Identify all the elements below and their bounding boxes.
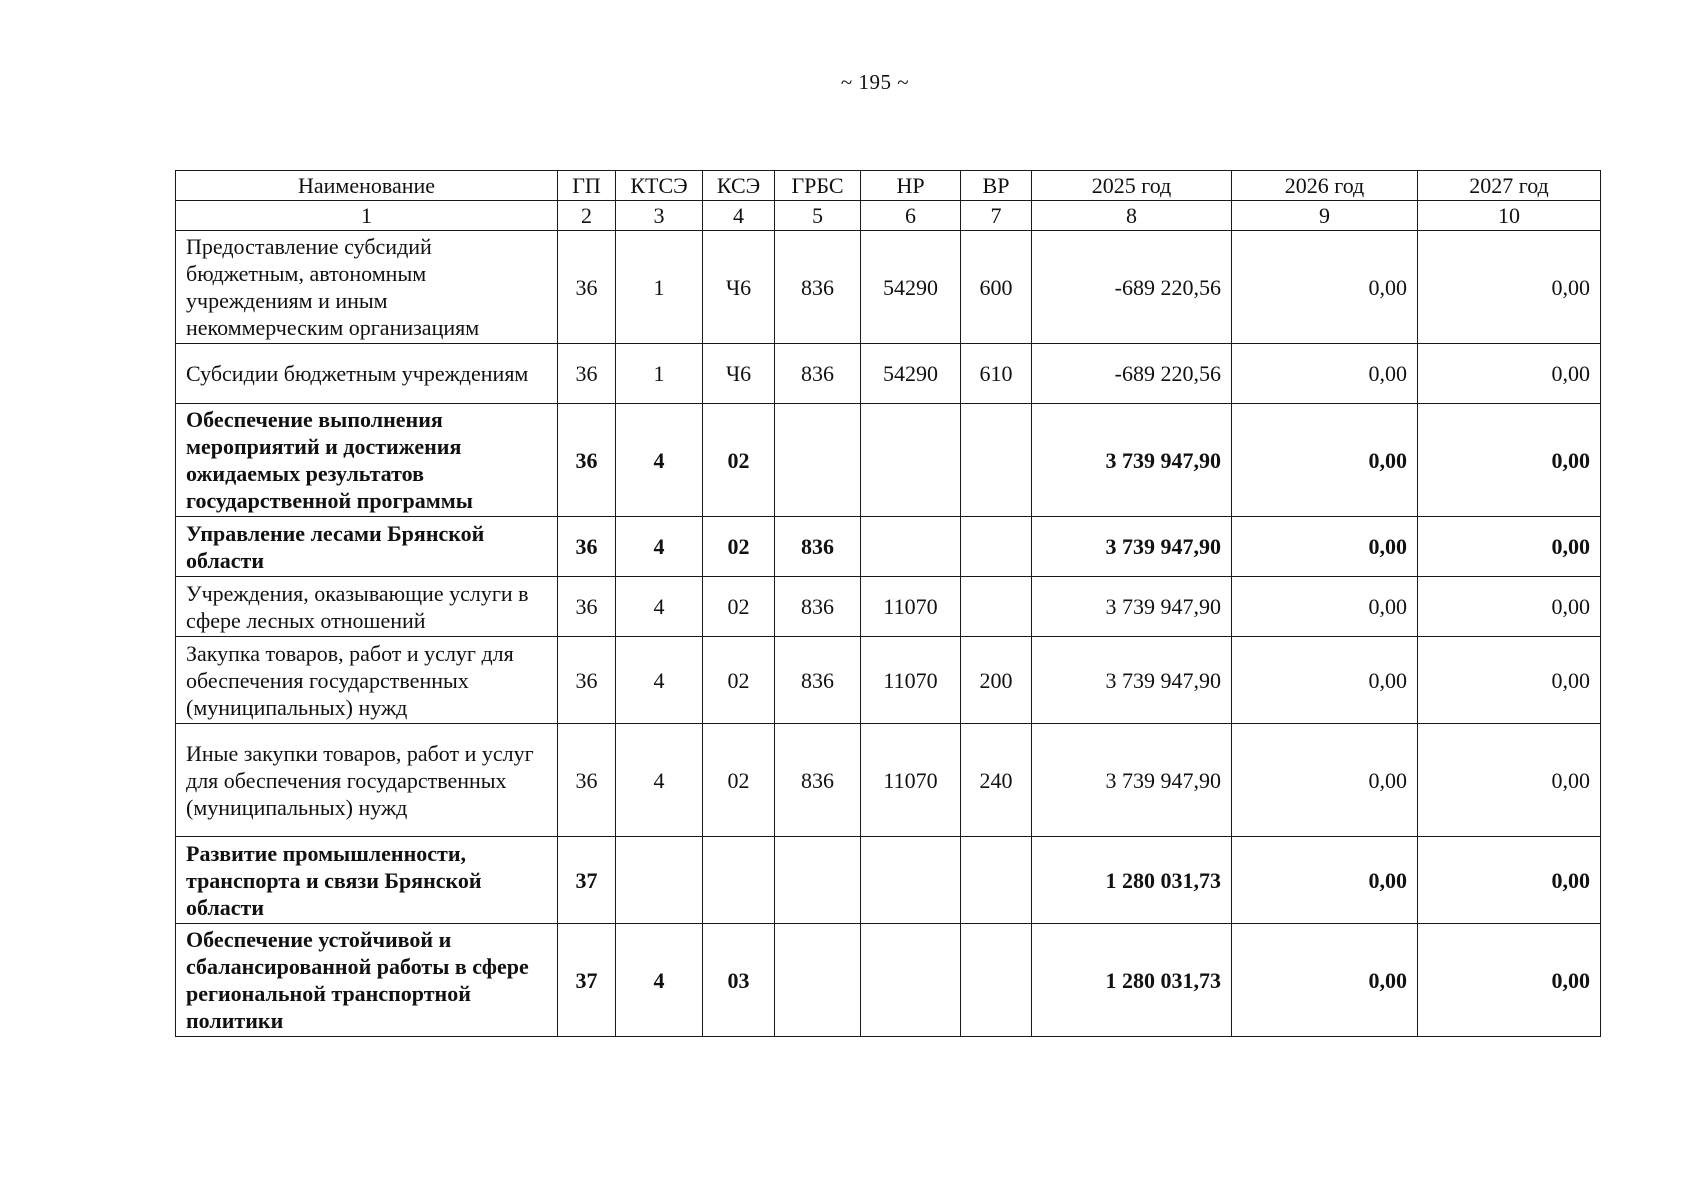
row-2027-cell: 0,00 xyxy=(1418,724,1601,837)
row-kse-cell: 02 xyxy=(703,724,775,837)
table-row xyxy=(176,577,1601,637)
row-ktse-cell: 1 xyxy=(616,344,703,404)
column-number-cell: 1 xyxy=(176,201,558,231)
row-vr-cell xyxy=(961,404,1032,517)
row-name-cell: Развитие промышленности, транспорта и связи Брянской области xyxy=(176,837,558,924)
row-2026-cell: 0,00 xyxy=(1232,724,1418,837)
row-kse-cell: 02 xyxy=(703,637,775,724)
column-number-cell: 8 xyxy=(1032,201,1232,231)
row-2027-cell: 0,00 xyxy=(1418,577,1601,637)
row-2025-cell: 1 280 031,73 xyxy=(1032,924,1232,1037)
row-nr-cell: 11070 xyxy=(861,637,961,724)
header-cell-2027: 2027 год xyxy=(1418,171,1601,201)
row-2025-cell: 1 280 031,73 xyxy=(1032,837,1232,924)
row-grbs-cell xyxy=(775,837,861,924)
column-number-cell: 9 xyxy=(1232,201,1418,231)
row-grbs-cell: 836 xyxy=(775,637,861,724)
row-vr-cell: 600 xyxy=(961,231,1032,344)
row-vr-cell xyxy=(961,924,1032,1037)
row-gp-cell: 36 xyxy=(558,517,616,577)
row-nr-cell: 11070 xyxy=(861,577,961,637)
row-nr-cell xyxy=(861,924,961,1037)
row-2026-cell: 0,00 xyxy=(1232,344,1418,404)
table-row xyxy=(176,724,1601,837)
column-number-cell: 7 xyxy=(961,201,1032,231)
header-cell-kse: КСЭ xyxy=(703,171,775,201)
row-2025-cell: 3 739 947,90 xyxy=(1032,577,1232,637)
row-gp-cell: 36 xyxy=(558,344,616,404)
row-grbs-cell: 836 xyxy=(775,724,861,837)
table-row xyxy=(176,924,1601,1037)
row-kse-cell: 02 xyxy=(703,517,775,577)
header-cell-ktse: КТСЭ xyxy=(616,171,703,201)
table-row xyxy=(176,517,1601,577)
column-number-cell: 4 xyxy=(703,201,775,231)
row-name-cell: Субсидии бюджетным учреждениям xyxy=(176,344,558,404)
row-nr-cell xyxy=(861,517,961,577)
row-nr-cell xyxy=(861,404,961,517)
row-vr-cell: 610 xyxy=(961,344,1032,404)
row-gp-cell: 36 xyxy=(558,724,616,837)
row-2027-cell: 0,00 xyxy=(1418,517,1601,577)
header-cell-nr: НР xyxy=(861,171,961,201)
row-nr-cell: 54290 xyxy=(861,344,961,404)
row-nr-cell xyxy=(861,837,961,924)
row-vr-cell xyxy=(961,577,1032,637)
row-2026-cell: 0,00 xyxy=(1232,577,1418,637)
table-row xyxy=(176,837,1601,924)
row-ktse-cell: 4 xyxy=(616,404,703,517)
row-name-cell: Иные закупки товаров, работ и услуг для обеспечения государственных (муниципальных) нужд xyxy=(176,724,558,837)
row-kse-cell xyxy=(703,837,775,924)
row-ktse-cell: 4 xyxy=(616,517,703,577)
table-row xyxy=(176,344,1601,404)
row-nr-cell: 11070 xyxy=(861,724,961,837)
row-grbs-cell xyxy=(775,404,861,517)
row-2027-cell: 0,00 xyxy=(1418,231,1601,344)
row-gp-cell: 36 xyxy=(558,577,616,637)
row-name-cell: Закупка товаров, работ и услуг для обеспечения государственных (муниципальных) нужд xyxy=(176,637,558,724)
row-gp-cell: 36 xyxy=(558,637,616,724)
row-ktse-cell: 4 xyxy=(616,924,703,1037)
row-2025-cell: 3 739 947,90 xyxy=(1032,637,1232,724)
row-2026-cell: 0,00 xyxy=(1232,404,1418,517)
row-gp-cell: 36 xyxy=(558,231,616,344)
row-kse-cell: 02 xyxy=(703,404,775,517)
row-vr-cell xyxy=(961,837,1032,924)
row-2025-cell: 3 739 947,90 xyxy=(1032,404,1232,517)
row-name-cell: Обеспечение выполнения мероприятий и достижения ожидаемых результатов государственной программы xyxy=(176,404,558,517)
header-cell-grbs: ГРБС xyxy=(775,171,861,201)
row-2026-cell: 0,00 xyxy=(1232,517,1418,577)
column-number-row xyxy=(176,201,1601,231)
row-2025-cell: -689 220,56 xyxy=(1032,344,1232,404)
row-2025-cell: 3 739 947,90 xyxy=(1032,724,1232,837)
budget-table-container xyxy=(175,170,1600,1037)
column-number-cell: 3 xyxy=(616,201,703,231)
table-row xyxy=(176,637,1601,724)
header-row xyxy=(176,171,1601,201)
row-2027-cell: 0,00 xyxy=(1418,404,1601,517)
row-grbs-cell: 836 xyxy=(775,344,861,404)
column-number-cell: 5 xyxy=(775,201,861,231)
row-2027-cell: 0,00 xyxy=(1418,837,1601,924)
page-number: ~ 195 ~ xyxy=(840,70,910,94)
row-ktse-cell: 4 xyxy=(616,577,703,637)
row-grbs-cell xyxy=(775,924,861,1037)
row-ktse-cell: 1 xyxy=(616,231,703,344)
row-2027-cell: 0,00 xyxy=(1418,344,1601,404)
column-number-cell: 2 xyxy=(558,201,616,231)
row-kse-cell: Ч6 xyxy=(703,231,775,344)
row-grbs-cell: 836 xyxy=(775,231,861,344)
row-2026-cell: 0,00 xyxy=(1232,924,1418,1037)
table-row xyxy=(176,231,1601,344)
row-kse-cell: 03 xyxy=(703,924,775,1037)
row-vr-cell xyxy=(961,517,1032,577)
row-gp-cell: 36 xyxy=(558,404,616,517)
row-name-cell: Управление лесами Брянской области xyxy=(176,517,558,577)
header-cell-gp: ГП xyxy=(558,171,616,201)
header-cell-vr: ВР xyxy=(961,171,1032,201)
column-number-cell: 6 xyxy=(861,201,961,231)
row-ktse-cell xyxy=(616,837,703,924)
row-ktse-cell: 4 xyxy=(616,724,703,837)
header-cell-name: Наименование xyxy=(176,171,558,201)
budget-table xyxy=(175,170,1601,1037)
table-row xyxy=(176,404,1601,517)
column-number-cell: 10 xyxy=(1418,201,1601,231)
row-gp-cell: 37 xyxy=(558,837,616,924)
row-2026-cell: 0,00 xyxy=(1232,231,1418,344)
row-2026-cell: 0,00 xyxy=(1232,837,1418,924)
row-2025-cell: 3 739 947,90 xyxy=(1032,517,1232,577)
header-cell-2026: 2026 год xyxy=(1232,171,1418,201)
row-vr-cell: 240 xyxy=(961,724,1032,837)
row-name-cell: Учреждения, оказывающие услуги в сфере лесных отношений xyxy=(176,577,558,637)
row-2027-cell: 0,00 xyxy=(1418,637,1601,724)
row-name-cell: Обеспечение устойчивой и сбалансированной работы в сфере региональной транспортной политики xyxy=(176,924,558,1037)
row-vr-cell: 200 xyxy=(961,637,1032,724)
row-ktse-cell: 4 xyxy=(616,637,703,724)
row-kse-cell: Ч6 xyxy=(703,344,775,404)
row-2027-cell: 0,00 xyxy=(1418,924,1601,1037)
row-2025-cell: -689 220,56 xyxy=(1032,231,1232,344)
header-cell-2025: 2025 год xyxy=(1032,171,1232,201)
row-nr-cell: 54290 xyxy=(861,231,961,344)
row-2026-cell: 0,00 xyxy=(1232,637,1418,724)
row-grbs-cell: 836 xyxy=(775,517,861,577)
row-grbs-cell: 836 xyxy=(775,577,861,637)
row-name-cell: Предоставление субсидий бюджетным, автономным учреждениям и иным некоммерческим организациям xyxy=(176,231,558,344)
row-kse-cell: 02 xyxy=(703,577,775,637)
row-gp-cell: 37 xyxy=(558,924,616,1037)
